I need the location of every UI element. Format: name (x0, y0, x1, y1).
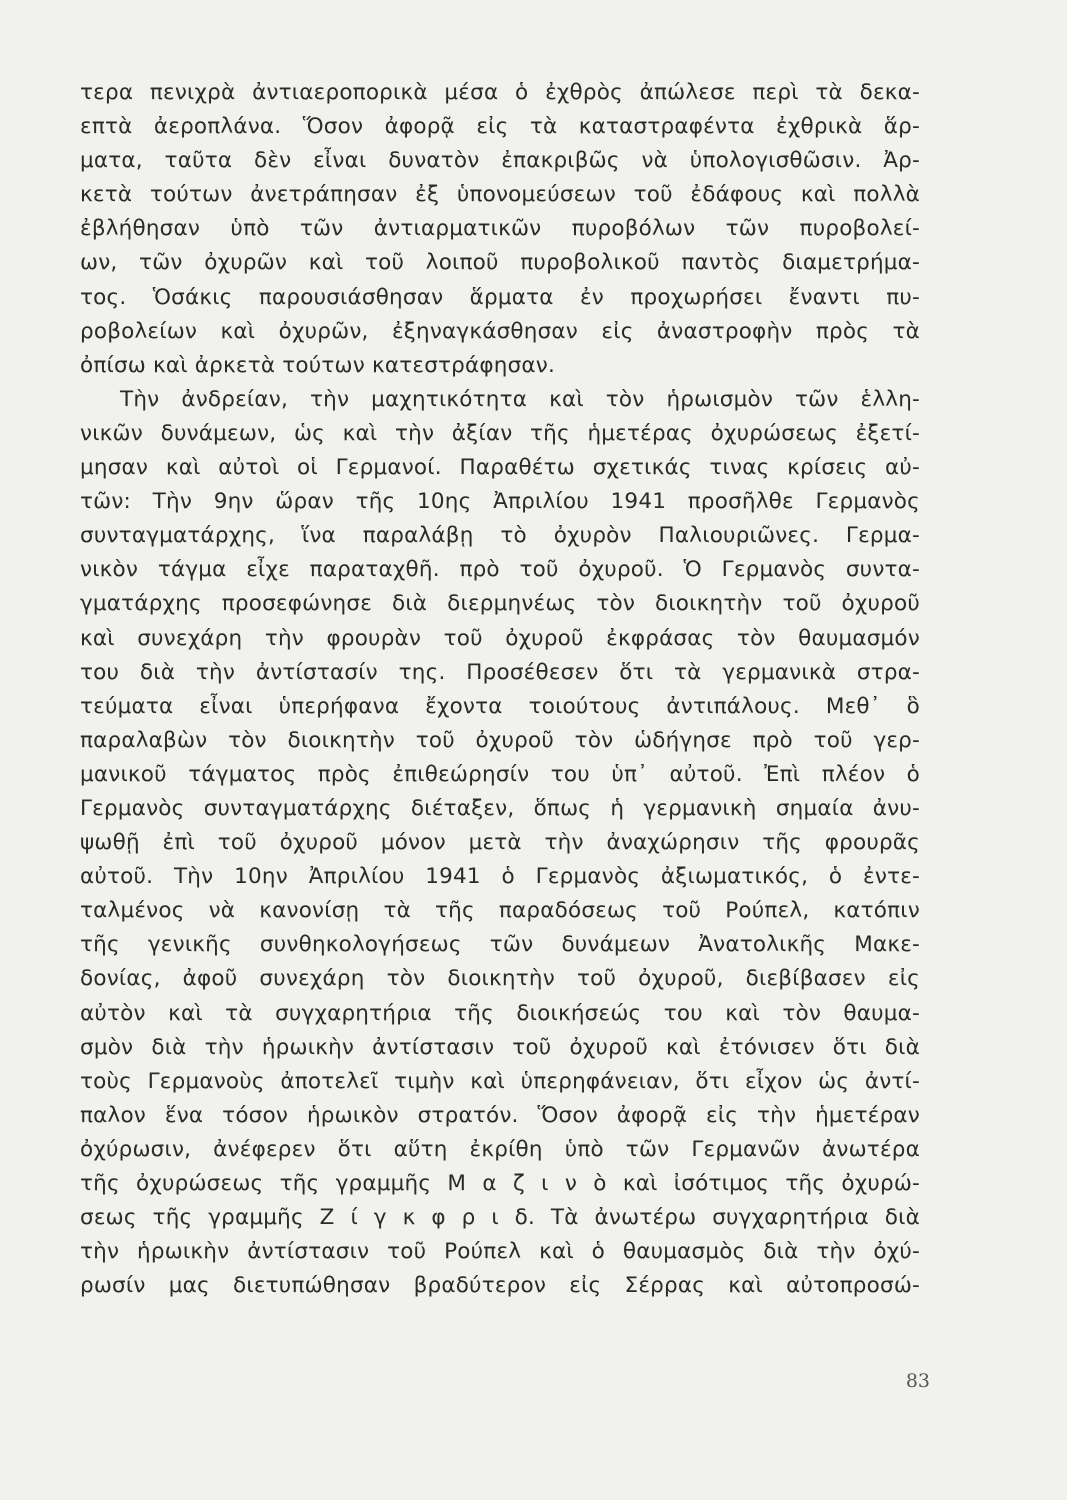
text-line: δονίας, ἀφοῦ συνεχάρη τὸν διοικητὴν τοῦ ὀχυροῦ, διεβίβασεν εἰς (80, 966, 920, 992)
text-line: σμὸν διὰ τὴν ἡρωικὴν ἀντίστασιν τοῦ ὀχυροῦ καὶ ἐτόνισεν ὅτι διὰ (80, 1034, 920, 1060)
paragraph-1 (80, 76, 920, 383)
text-line: του διὰ τὴν ἀντίστασίν της. Προσέθεσεν ὅτι τὰ γερμανικὰ στρα- (80, 659, 920, 685)
text-line: τῆς γενικῆς συνθηκολογήσεως τῶν δυνάμεων Ἀνατολικῆς Μακε- (80, 932, 920, 958)
text-line: τοὺς Γερμανοὺς ἀποτελεῖ τιμὴν καὶ ὑπερηφάνειαν, ὅτι εἶχον ὡς ἀντί- (80, 1068, 920, 1094)
text-line: ροβολείων καὶ ὀχυρῶν, ἐξηναγκάσθησαν εἰς ἀναστροφὴν πρὸς τὰ (80, 318, 920, 344)
text-line: αὐτοῦ. Τὴν 10ην Ἀπριλίου 1941 ὁ Γερμανὸς ἀξιωματικός, ὁ ἐντε- (80, 864, 920, 890)
text-line: τος. Ὁσάκις παρουσιάσθησαν ἅρματα ἐν προχωρήσει ἔναντι πυ- (80, 284, 920, 310)
text-line: ταλμένος νὰ κανονίσῃ τὰ τῆς παραδόσεως τοῦ Ρούπελ, κατόπιν (80, 898, 920, 924)
text-line: παλον ἕνα τόσον ἡρωικὸν στρατόν. Ὅσον ἀφορᾷ εἰς τὴν ἡμετέραν (80, 1102, 920, 1128)
text-line: συνταγματάρχης, ἵνα παραλάβῃ τὸ ὀχυρὸν Παλιουριῶνες. Γερμα- (80, 523, 920, 549)
text-line: νικὸν τάγμα εἶχε παραταχθῆ. πρὸ τοῦ ὀχυροῦ. Ὁ Γερμανὸς συντα- (80, 557, 920, 583)
text-line: κετὰ τούτων ἀνετράπησαν ἐξ ὑπονομεύσεων τοῦ ἐδάφους καὶ πολλὰ (80, 182, 920, 208)
page-number: 83 (905, 1370, 930, 1392)
text-line: αὐτὸν καὶ τὰ συγχαρητήρια τῆς διοικήσεώς του καὶ τὸν θαυμα- (80, 1000, 920, 1026)
text-line: νικῶν δυνάμεων, ὡς καὶ τὴν ἀξίαν τῆς ἡμετέρας ὀχυρώσεως ἐξετί- (80, 420, 920, 446)
text-line: ὀχύρωσιν, ἀνέφερεν ὅτι αὕτη ἐκρίθη ὑπὸ τῶν Γερμανῶν ἀνωτέρα (80, 1136, 920, 1162)
text-line: τὴν ἡρωικὴν ἀντίστασιν τοῦ Ρούπελ καὶ ὁ θαυμασμὸς διὰ τὴν ὀχύ- (80, 1239, 920, 1265)
paragraph-2 (80, 383, 920, 1304)
text-line: ὀπίσω καὶ ἀρκετὰ τούτων κατεστράφησαν. (80, 352, 556, 378)
text-line: τερα πενιχρὰ ἀντιαεροπορικὰ μέσα ὁ ἐχθρὸς ἀπώλεσε περὶ τὰ δεκα- (80, 80, 920, 105)
text-line: ψωθῇ ἐπὶ τοῦ ὀχυροῦ μόνον μετὰ τὴν ἀναχώρησιν τῆς φρουρᾶς (80, 830, 920, 856)
text-line: ματα, ταῦτα δὲν εἶναι δυνατὸν ἐπακριβῶς νὰ ὑπολογισθῶσιν. Ἀρ- (80, 148, 920, 174)
text-line: μανικοῦ τάγματος πρὸς ἐπιθεώρησίν του ὑπ᾽ αὐτοῦ. Ἐπὶ πλέον ὁ (80, 761, 920, 787)
text-line: Γερμανὸς συνταγματάρχης διέταξεν, ὅπως ἡ γερμανικὴ σημαία ἀνυ- (80, 795, 920, 821)
text-line: τεύματα εἶναι ὑπερήφανα ἔχοντα τοιούτους ἀντιπάλους. Μεθ᾽ ὃ (80, 693, 920, 719)
text-line: μησαν καὶ αὐτοὶ οἱ Γερμανοί. Παραθέτω σχετικάς τινας κρίσεις αὐ- (80, 455, 920, 481)
text-line: σεως τῆς γραμμῆς Ζ ί γ κ φ ρ ι δ. Τὰ ἀνωτέρω συγχαρητήρια διὰ (80, 1205, 920, 1231)
text-line: παραλαβὼν τὸν διοικητὴν τοῦ ὀχυροῦ τὸν ὡδήγησε πρὸ τοῦ γερ- (80, 727, 920, 753)
text-line: ἐβλήθησαν ὑπὸ τῶν ἀντιαρματικῶν πυροβόλων τῶν πυροβολεί- (80, 216, 920, 242)
body-text (80, 76, 920, 1303)
text-line: Τὴν ἀνδρείαν, τὴν μαχητικότητα καὶ τὸν ἡρωισμὸν τῶν ἑλλη- (120, 386, 920, 412)
text-line: επτὰ ἀεροπλάνα. Ὅσον ἀφορᾷ εἰς τὰ καταστραφέντα ἐχθρικὰ ἅρ- (80, 114, 920, 140)
text-line: καὶ συνεχάρη τὴν φρουρὰν τοῦ ὀχυροῦ ἐκφράσας τὸν θαυμασμόν (80, 625, 920, 651)
text-line: γματάρχης προσεφώνησε διὰ διερμηνέως τὸν διοικητὴν τοῦ ὀχυροῦ (80, 591, 920, 617)
text-line: ρωσίν μας διετυπώθησαν βραδύτερον εἰς Σέρρας καὶ αὐτοπροσώ- (80, 1273, 920, 1299)
text-line: ων, τῶν ὀχυρῶν καὶ τοῦ λοιποῦ πυροβολικοῦ παντὸς διαμετρήμα- (80, 250, 920, 276)
text-line: τῶν: Τὴν 9ην ὥραν τῆς 10ης Ἀπριλίου 1941 προσῆλθε Γερμανὸς (80, 489, 920, 515)
text-line: τῆς ὀχυρώσεως τῆς γραμμῆς Μ α ζ ι ν ὸ καὶ ἰσότιμος τῆς ὀχυρώ- (80, 1171, 920, 1196)
